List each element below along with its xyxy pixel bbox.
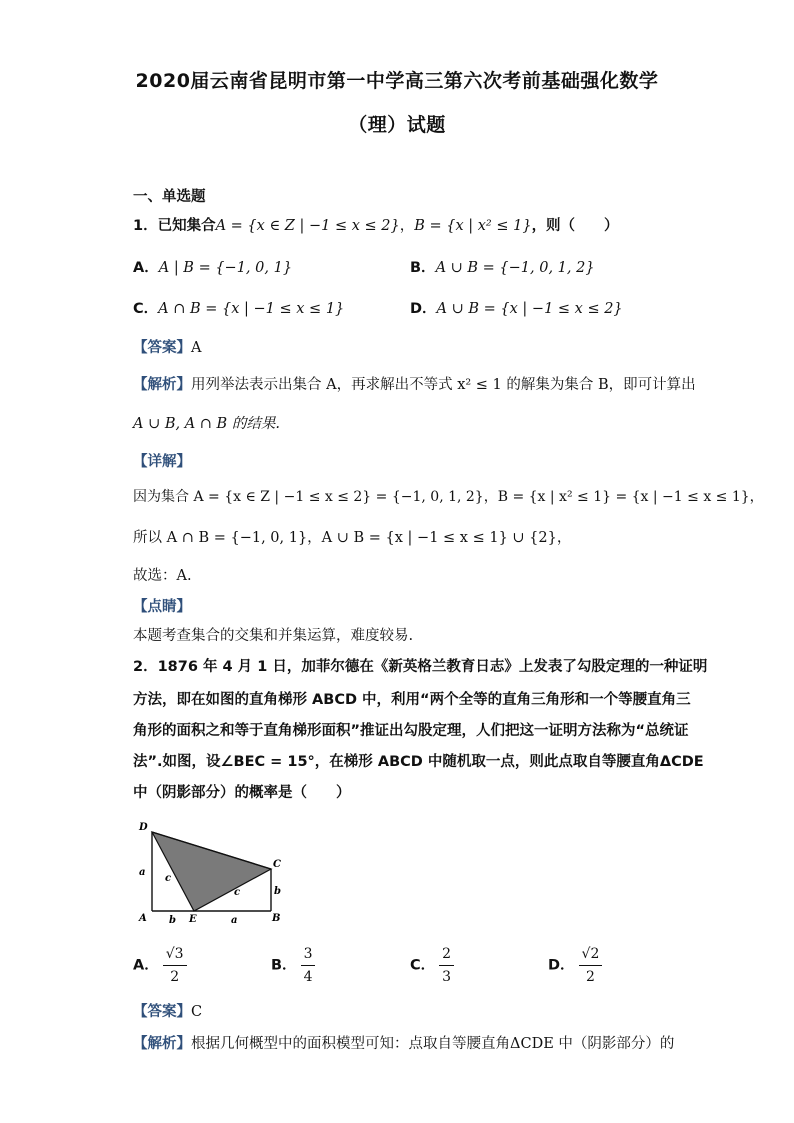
q1-sep: ， bbox=[399, 218, 415, 234]
q1-comment-tag: 【点睛】 bbox=[133, 599, 191, 615]
q2-stem-line-1: 2．1876 年 4 月 1 日，加菲尔德在《新英格兰教育日志》上发表了勾股定理的一种证明 bbox=[133, 659, 708, 675]
q1-detail-line-2: 所以 A ∩ B = {−1, 0, 1}，A ∪ B = {x | −1 ≤ x ≤ 1} ∪ {2}， bbox=[133, 530, 572, 546]
q2-stem-line-4: 法”.如图，设∠BEC = 15°，在梯形 ABCD 中随机取一点，则此点取自等腰直角ΔCDE bbox=[133, 754, 704, 770]
q1-answer bbox=[133, 338, 663, 358]
side-c-left-label: c bbox=[165, 873, 172, 884]
title-line-2: （理）试题 bbox=[348, 114, 446, 136]
q2-answer bbox=[133, 1002, 663, 1022]
q1-comment: 本题考查集合的交集和并集运算，难度较易. bbox=[133, 628, 414, 644]
section-heading: 一、单选题 bbox=[133, 189, 206, 205]
side-c-right-label: c bbox=[234, 887, 241, 898]
shaded-triangle-cde bbox=[152, 832, 271, 911]
q2-option-d-label: D． bbox=[548, 957, 575, 974]
q1-analysis-line-2: A ∪ B, A ∩ B 的结果. bbox=[133, 416, 280, 432]
q2-analysis-text-1: 根据几何概型中的面积模型可知：点取自等腰直角ΔCDE 中（阴影部分）的 bbox=[191, 1036, 675, 1052]
q1-option-c-label: C． bbox=[133, 301, 159, 317]
q1-set-a: A = {x ∈ Z | −1 ≤ x ≤ 2} bbox=[215, 218, 400, 234]
q1-option-c bbox=[133, 299, 344, 319]
q2-option-d bbox=[548, 944, 602, 987]
q2-option-b-den: 4 bbox=[303, 969, 313, 985]
q2-option-c-num: 2 bbox=[439, 944, 454, 966]
q2-option-d-fraction bbox=[579, 944, 603, 987]
q2-option-c-den: 3 bbox=[442, 969, 452, 985]
q1-detail-line-1: 因为集合 A = {x ∈ Z | −1 ≤ x ≤ 2} = {−1, 0, 1, 2}，B = {x | x² ≤ 1} = {x | −1 ≤ x ≤ 1}， bbox=[133, 489, 764, 505]
q1-option-b-text: A ∪ B = {−1, 0, 1, 2} bbox=[435, 260, 595, 276]
q1-option-a bbox=[133, 258, 292, 278]
q2-stem-line-2: 方法，即在如图的直角梯形 ABCD 中，利用“两个全等的直角三角形和一个等腰直角三 bbox=[133, 692, 691, 708]
q1-option-d-text: A ∪ B = {x | −1 ≤ x ≤ 2} bbox=[436, 301, 623, 317]
q2-option-a-den: 2 bbox=[170, 969, 180, 985]
q2-option-d-num: √2 bbox=[579, 944, 603, 966]
q1-detail-line-3: 故选：A. bbox=[133, 568, 192, 584]
q2-option-c bbox=[410, 944, 454, 987]
q1-option-c-text: A ∩ B = {x | −1 ≤ x ≤ 1} bbox=[158, 301, 345, 317]
q2-option-a-num: √3 bbox=[163, 944, 187, 966]
q2-option-c-fraction bbox=[439, 944, 454, 987]
q2-stem-line-3: 角形的面积之和等于直角梯形面积”推证出勾股定理，人们把这一证明方法称为“总统证 bbox=[133, 723, 689, 739]
q1-option-b-label: B． bbox=[410, 260, 436, 276]
q1-option-b bbox=[410, 258, 595, 278]
point-b-label: B bbox=[272, 913, 281, 924]
q1-option-a-text: A | B = {−1, 0, 1} bbox=[158, 260, 293, 276]
q1-answer-tag: 【答案】 bbox=[133, 340, 191, 356]
title-line-1: 2020届云南省昆明市第一中学高三第六次考前基础强化数学 bbox=[135, 70, 659, 92]
q1-stem bbox=[133, 216, 663, 236]
point-a-label: A bbox=[139, 913, 147, 924]
q1-option-a-label: A． bbox=[133, 260, 159, 276]
q2-option-b bbox=[271, 944, 315, 987]
point-c-label: C bbox=[273, 859, 281, 870]
q1-detail-tag: 【详解】 bbox=[133, 454, 191, 470]
q1-analysis-tag: 【解析】 bbox=[133, 377, 191, 393]
side-a-bottom-label: a bbox=[231, 915, 238, 926]
q2-analysis-tag: 【解析】 bbox=[133, 1036, 191, 1052]
trapezoid-figure bbox=[130, 815, 290, 927]
q2-option-a-label: A． bbox=[133, 957, 159, 974]
q1-analysis-text-1: 用列举法表示出集合 A，再求解出不等式 x² ≤ 1 的解集为集合 B，即可计算出 bbox=[191, 377, 696, 393]
side-a-left-label: a bbox=[139, 867, 146, 878]
q1-analysis-line-1 bbox=[133, 375, 696, 395]
q1-stem-prefix: 1．已知集合 bbox=[133, 218, 216, 234]
q1-option-d-label: D． bbox=[410, 301, 437, 317]
q2-option-b-fraction bbox=[301, 944, 316, 987]
q1-stem-suffix: ，则（ ） bbox=[531, 218, 619, 234]
q2-analysis-line-1 bbox=[133, 1034, 675, 1054]
side-b-bottom-label: b bbox=[169, 915, 176, 926]
q2-option-a bbox=[133, 944, 187, 987]
q2-answer-tag: 【答案】 bbox=[133, 1004, 191, 1020]
q2-option-b-num: 3 bbox=[301, 944, 316, 966]
q2-option-b-label: B． bbox=[271, 957, 297, 974]
q1-option-d bbox=[410, 299, 623, 319]
point-e-label: E bbox=[189, 914, 197, 925]
side-b-right-label: b bbox=[274, 886, 281, 897]
q2-option-a-fraction bbox=[163, 944, 187, 987]
q2-option-d-den: 2 bbox=[586, 969, 595, 985]
q1-set-b: B = {x | x² ≤ 1} bbox=[414, 218, 532, 234]
q2-stem-line-5: 中（阴影部分）的概率是（ ） bbox=[133, 785, 351, 801]
point-d-label: D bbox=[139, 822, 148, 833]
q2-answer-value: C bbox=[191, 1004, 203, 1020]
q1-answer-value: A bbox=[191, 340, 202, 356]
q2-option-c-label: C． bbox=[410, 957, 436, 974]
